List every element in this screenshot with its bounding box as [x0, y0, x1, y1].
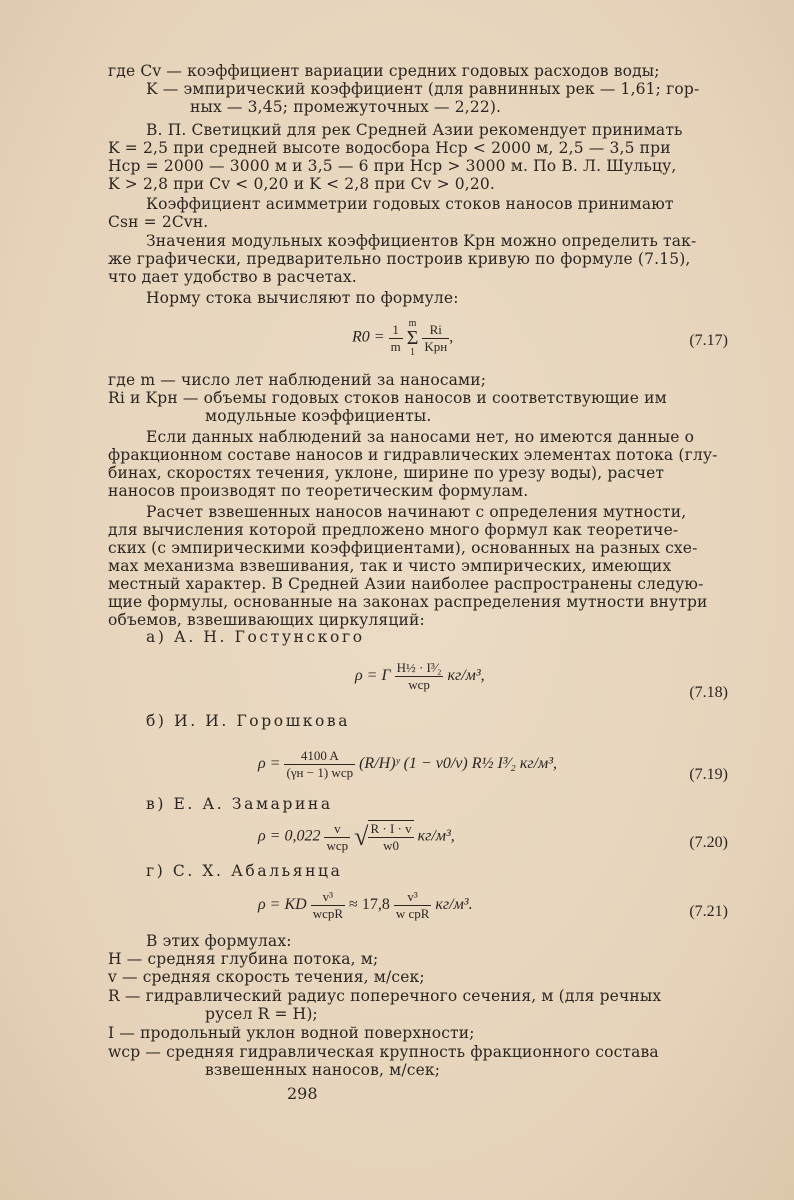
fraction-den: (γн − 1) wср	[286, 765, 354, 780]
eq-body: (R/H)ʸ (1 − v0/v) R½ I³⁄₂	[359, 755, 516, 773]
fraction-den: wсрR	[312, 906, 344, 921]
fraction	[368, 820, 413, 854]
fraction-den: wср	[408, 677, 430, 692]
text-line: местный характер. В Средней Азии наиболее распространены следую-	[108, 575, 704, 593]
equation-number: (7.19)	[689, 766, 728, 783]
eq-lhs: ρ = Г	[355, 667, 391, 685]
sum-upper: m	[408, 318, 417, 329]
fraction	[284, 748, 355, 781]
text-line: щие формулы, основанные на законах распределения мутности внутри	[108, 593, 708, 611]
equation-7-21	[258, 889, 473, 922]
fraction-num: v	[324, 821, 350, 838]
equation-number: (7.17)	[689, 332, 728, 349]
fraction-num: H½ · I³⁄₂	[396, 660, 442, 675]
text-line: R — гидравлический радиус поперечного сечения, м (для речных	[108, 987, 662, 1005]
eq-lhs: ρ =	[258, 755, 281, 773]
fraction	[394, 889, 432, 922]
fraction	[311, 889, 345, 922]
fraction-den: w0	[383, 838, 399, 853]
text-line: Ri и Kрн — объемы годовых стоков наносов и соответствующие им	[108, 389, 667, 407]
text-line: K = 2,5 при средней высоте водосбора Hср < 2000 м, 2,5 — 3,5 при	[108, 139, 671, 157]
text-line: Значения модульных коэффициентов Kрн можно определить так-	[146, 232, 697, 250]
fraction-den: w срR	[395, 906, 430, 921]
text-line: Hср = 2000 — 3000 м и 3,5 — 6 при Hср > 3000 м. По В. Л. Шульцу,	[108, 157, 677, 175]
text-line: v — средняя скорость течения, м/сек;	[108, 968, 425, 986]
section-label: г) С. Х. Абальянца	[146, 862, 343, 880]
equation-number: (7.18)	[689, 684, 728, 701]
text-line: Если данных наблюдений за наносами нет, но имеются данные о	[146, 428, 695, 446]
text-line: В. П. Светицкий для рек Средней Азии рекомендует принимать	[146, 121, 683, 139]
text-line: Csн = 2Cvн.	[108, 213, 209, 231]
fraction-num: v³	[311, 889, 345, 906]
text-line: Коэффициент асимметрии годовых стоков наносов принимают	[146, 195, 674, 213]
eq-tail: ,	[449, 328, 454, 346]
section-label: в) Е. А. Замарина	[146, 795, 333, 813]
text-line: Норму стока вычисляют по формуле:	[146, 289, 459, 307]
text-line: где Cv — коэффициент вариации средних годовых расходов воды;	[108, 62, 660, 80]
text-line: H — средняя глубина потока, м;	[108, 950, 379, 968]
text-line: K > 2,8 при Cv < 0,20 и K < 2,8 при Cv > 0,20.	[108, 175, 495, 193]
text-line: что дает удобство в расчетах.	[108, 268, 357, 286]
text-line: В этих формулах:	[146, 932, 292, 950]
fraction-num: 1	[389, 322, 403, 339]
text-line: для вычисления которой предложено много формул как теоретиче-	[108, 521, 679, 539]
eq-unit: кг/м³,	[519, 755, 558, 773]
equation-number: (7.21)	[689, 903, 728, 920]
fraction	[395, 660, 444, 693]
eq-unit: кг/м³,	[447, 667, 485, 685]
fraction	[324, 821, 350, 854]
equation-number: (7.20)	[689, 834, 728, 851]
text-line: мах механизма взвешивания, так и чисто эмпирических, имеющих	[108, 557, 672, 575]
text-line: I — продольный уклон водной поверхности;	[108, 1024, 475, 1042]
text-line: русел R = H);	[205, 1005, 318, 1023]
text-line: объемов, взвешивающих циркуляций:	[108, 611, 425, 629]
fraction-num: v³	[394, 889, 432, 906]
text-line: ских (с эмпирическими коэффициентами), основанных на разных схе-	[108, 539, 698, 557]
fraction	[422, 322, 449, 355]
eq-unit: кг/м³,	[417, 827, 455, 845]
section-label: а) А. Н. Гостунского	[146, 628, 365, 646]
eq-approx: ≈ 17,8	[349, 896, 390, 914]
eq-lhs: R0 =	[352, 328, 385, 346]
fraction-den: m	[390, 338, 401, 354]
text-line: же графически, предварительно построив кривую по формуле (7.15),	[108, 250, 691, 268]
text-line: K — эмпирический коэффициент (для равнинных рек — 1,61; гор-	[146, 80, 700, 98]
equation-7-20	[258, 820, 455, 854]
text-line: модульные коэффициенты.	[205, 407, 432, 425]
sum-sign: m Σ 1	[406, 318, 419, 358]
text-line: ных — 3,45; промежуточных — 2,22).	[190, 98, 502, 116]
equation-7-19	[258, 748, 557, 781]
page-number: 298	[287, 1084, 318, 1103]
eq-lhs: ρ = 0,022	[258, 827, 321, 845]
section-label: б) И. И. Горошкова	[146, 712, 351, 730]
root-sign: √	[354, 822, 369, 851]
sum-lower: 1	[410, 347, 416, 358]
fraction-num: R · I · v	[370, 821, 412, 836]
text-line: бинах, скоростях течения, уклоне, ширине по урезу воды), расчет	[108, 464, 665, 482]
fraction-num: 4100 A	[284, 748, 355, 765]
text-line: Расчет взвешенных наносов начинают с определения мутности,	[146, 503, 687, 521]
text-line: фракционном составе наносов и гидравлических элементах потока (глу-	[108, 446, 718, 464]
text-line: где m — число лет наблюдений за наносами;	[108, 371, 487, 389]
equation-7-17	[352, 318, 453, 358]
equation-7-18	[355, 660, 485, 693]
fraction-den: Kрн	[424, 338, 448, 354]
fraction	[389, 322, 403, 355]
eq-lhs: ρ = KD	[258, 896, 307, 914]
text-line: наносов производят по теоретическим формулам.	[108, 482, 529, 500]
text-line: wср — средняя гидравлическая крупность фракционного состава	[108, 1043, 659, 1061]
fraction-num: Ri	[422, 322, 449, 339]
text-line: взвешенных наносов, м/сек;	[205, 1061, 441, 1079]
eq-unit: кг/м³.	[435, 896, 473, 914]
fraction-den: wср	[326, 837, 349, 853]
